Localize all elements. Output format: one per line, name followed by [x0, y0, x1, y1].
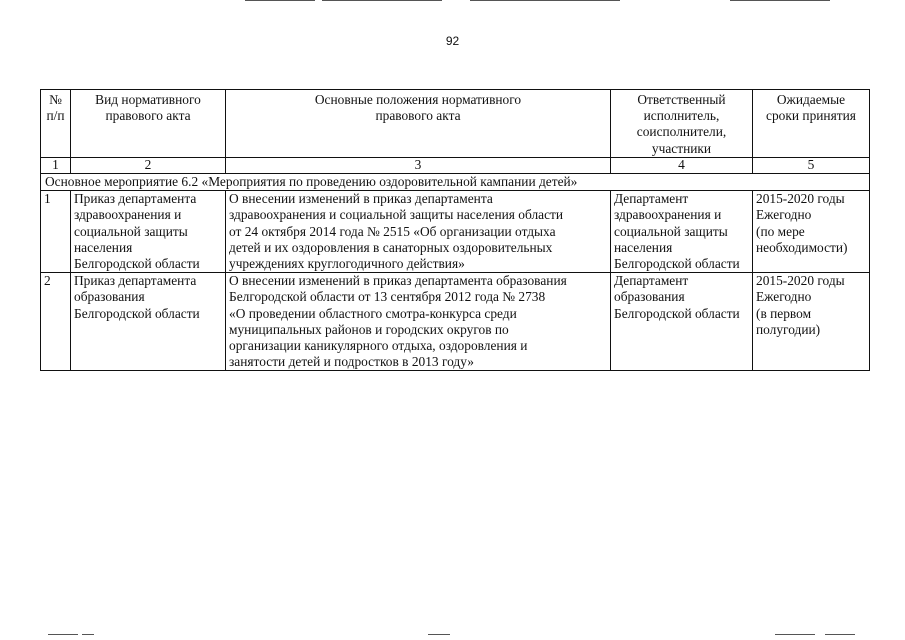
table-row — [41, 273, 870, 371]
scan-artifact-bottom-1 — [48, 634, 78, 635]
row-executor: Департамент образования Белгородской области — [611, 273, 753, 371]
column-number: 4 — [611, 158, 753, 174]
page-number: 92 — [445, 34, 460, 48]
scan-artifact-top-4 — [730, 0, 830, 1]
scan-artifact-top-1 — [245, 0, 315, 1]
row-terms: 2015-2020 годы Ежегодно (в первом полугодии) — [753, 273, 870, 371]
scan-artifact-bottom-2 — [82, 634, 94, 635]
scan-artifact-top-2 — [322, 0, 442, 1]
regulatory-acts-table — [40, 89, 870, 371]
column-number: 2 — [71, 158, 226, 174]
row-provisions: О внесении изменений в приказ департамента образования Белгородской области от 13 сентября 2012 года № 2738 «О проведении областного смотра-конкурса среди муниципальных районов и городских округов по организации каникулярного отдыха, оздоровления и занятости детей и подростков в 2013 году» — [226, 273, 611, 371]
header-number: № п/п — [41, 90, 71, 158]
section-title: Основное мероприятие 6.2 «Мероприятия по проведению оздоровительной кампании детей» — [41, 174, 870, 191]
header-terms: Ожидаемые сроки принятия — [753, 90, 870, 158]
scan-artifact-bottom-4 — [775, 634, 815, 635]
header-executor: Ответственный исполнитель, соисполнители, участники — [611, 90, 753, 158]
row-provisions: О внесении изменений в приказ департамента здравоохранения и социальной защиты населения области от 24 октября 2014 года № 2515 «Об организации отдыха детей и их оздоровления в санаторных оздоровительных учреждениях круглогодичного действия» — [226, 191, 611, 273]
scan-artifact-top-3 — [470, 0, 620, 1]
column-number: 5 — [753, 158, 870, 174]
table-row — [41, 191, 870, 273]
header-provisions: Основные положения нормативного правового акта — [226, 90, 611, 158]
column-number: 1 — [41, 158, 71, 174]
scan-artifact-bottom-5 — [825, 634, 855, 635]
row-act-type: Приказ департамента образования Белгородской области — [71, 273, 226, 371]
row-number: 2 — [41, 273, 71, 371]
row-number: 1 — [41, 191, 71, 273]
row-act-type: Приказ департамента здравоохранения и социальной защиты населения Белгородской области — [71, 191, 226, 273]
column-number: 3 — [226, 158, 611, 174]
header-act-type: Вид нормативного правового акта — [71, 90, 226, 158]
table-header-row — [41, 90, 870, 158]
column-number-row — [41, 158, 870, 174]
section-row — [41, 174, 870, 191]
row-executor: Департамент здравоохранения и социальной защиты населения Белгородской области — [611, 191, 753, 273]
row-terms: 2015-2020 годы Ежегодно (по мере необходимости) — [753, 191, 870, 273]
scan-artifact-bottom-3 — [428, 634, 450, 635]
